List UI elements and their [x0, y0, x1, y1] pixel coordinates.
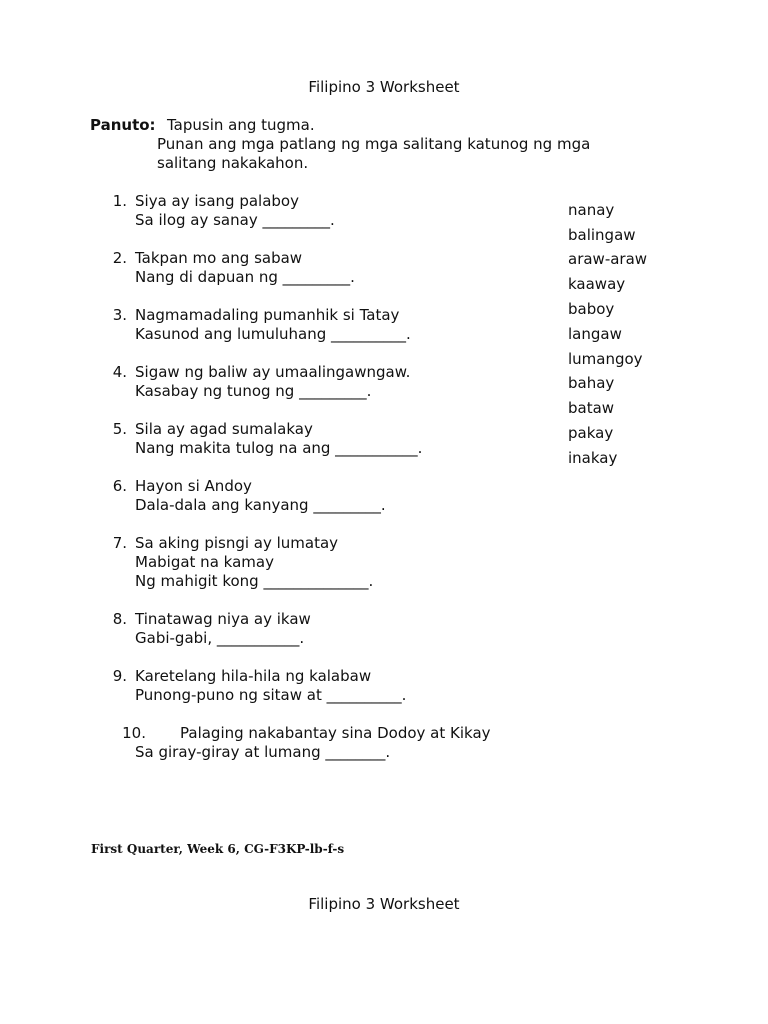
- item-number: 8.: [112, 610, 127, 628]
- word-box-item: lumangoy: [568, 350, 643, 368]
- page-title: Filipino 3 Worksheet: [308, 78, 460, 96]
- item-line: Takpan mo ang sabaw: [135, 249, 303, 267]
- item-line: Sila ay agad sumalakay: [135, 420, 313, 438]
- instructions-label: [90, 116, 156, 134]
- item-line: Kasabay ng tunog ng _________.: [135, 382, 372, 400]
- second-page-title: Filipino 3 Worksheet: [308, 895, 460, 913]
- word-box-item: langaw: [568, 325, 622, 343]
- footer-note: First Quarter, Week 6, CG-F3KP-lb-f-s: [91, 842, 345, 856]
- item-line: Palaging nakabantay sina Dodoy at Kikay: [180, 724, 491, 742]
- word-box-item: inakay: [568, 449, 618, 467]
- word-box-item: baboy: [568, 300, 615, 318]
- instructions-line-1: Tapusin ang tugma.: [167, 116, 315, 134]
- item-number: 5.: [112, 420, 127, 438]
- item-line: Sa giray-giray at lumang ________.: [135, 743, 391, 761]
- word-box-item: nanay: [568, 201, 615, 219]
- item-number: 4.: [112, 363, 127, 381]
- item-line: Punong-puno ng sitaw at __________.: [135, 686, 407, 704]
- item-number: 3.: [112, 306, 127, 324]
- item-number: 1.: [112, 192, 127, 210]
- word-box-item: bahay: [568, 374, 615, 392]
- item-line: Hayon si Andoy: [135, 477, 252, 495]
- item-line: Sa aking pisngi ay lumatay: [135, 534, 339, 552]
- item-line: Nagmamadaling pumanhik si Tatay: [135, 306, 400, 324]
- instructions-line-2: Punan ang mga patlang ng mga salitang katunog ng mga: [157, 135, 591, 153]
- item-line: Kasunod ang lumuluhang __________.: [135, 325, 411, 343]
- item-line: Dala-dala ang kanyang _________.: [135, 496, 386, 514]
- item-line: Sa ilog ay sanay _________.: [135, 211, 335, 229]
- item-line: Sigaw ng baliw ay umaalingawngaw.: [135, 363, 411, 381]
- word-box-item: bataw: [568, 399, 615, 417]
- item-line: Karetelang hila-hila ng kalabaw: [135, 667, 372, 685]
- item-line: Gabi-gabi, ___________.: [135, 629, 305, 647]
- item-number: 6.: [112, 477, 127, 495]
- item-line: Siya ay isang palaboy: [135, 192, 299, 210]
- item-line: Ng mahigit kong ______________.: [135, 572, 374, 590]
- item-line: Mabigat na kamay: [135, 553, 274, 571]
- item-number: 10.: [122, 724, 146, 742]
- word-box-item: balingaw: [568, 226, 636, 244]
- word-box-item: pakay: [568, 424, 614, 442]
- panuto-label: Panuto:: [90, 116, 156, 134]
- instructions-line-3: salitang nakakahon.: [157, 154, 309, 172]
- item-line: Nang di dapuan ng _________.: [135, 268, 355, 286]
- item-number: 9.: [112, 667, 127, 685]
- item-number: 7.: [112, 534, 127, 552]
- word-box-item: kaaway: [568, 275, 626, 293]
- item-number: 2.: [112, 249, 127, 267]
- item-line: Nang makita tulog na ang ___________.: [135, 439, 423, 457]
- word-box-item: araw-araw: [568, 250, 648, 268]
- item-line: Tinatawag niya ay ikaw: [135, 610, 311, 628]
